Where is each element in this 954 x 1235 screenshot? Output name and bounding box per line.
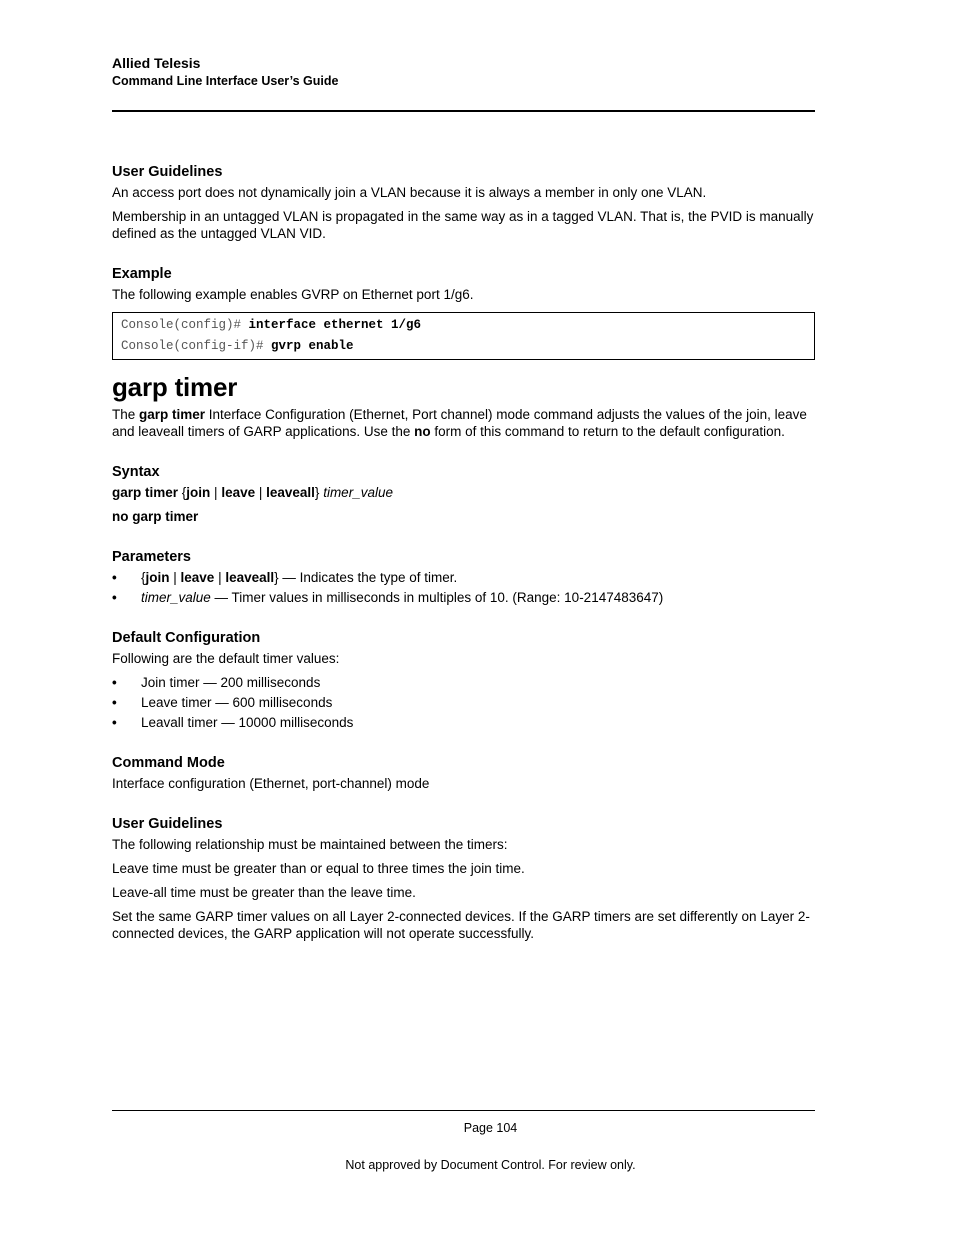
example-heading: Example <box>112 266 172 282</box>
prev-guidelines-paragraph: Membership in an untagged VLAN is propagated in the same way as in a tagged VLAN. That is, the PVID is manually defined as the untagged VLAN VID. <box>112 209 814 241</box>
code-command: interface ethernet 1/g6 <box>248 318 422 332</box>
user-guidelines-heading: User Guidelines <box>112 816 223 832</box>
code-prompt: Console(config)# <box>121 318 249 332</box>
default-config-intro: Following are the default timer values: <box>112 651 340 666</box>
list-item: • {join | leave | leaveall} — Indicates the type of timer. <box>112 570 458 585</box>
command-description: The garp timer Interface Configuration (Ethernet, Port channel) mode command adjusts the values of the join, leave and leaveall timers of GARP applications. Use the no form of this command to return to the default configuration. <box>112 407 807 439</box>
command-mode-heading: Command Mode <box>112 755 225 771</box>
code-block <box>112 312 815 360</box>
code-prompt: Console(config-if)# <box>121 339 272 353</box>
syntax-heading: Syntax <box>112 464 160 480</box>
bullet-icon: • <box>112 570 117 585</box>
bullet-icon: • <box>112 695 117 710</box>
list-item: • Leavall timer — 10000 milliseconds <box>112 715 354 730</box>
bullet-icon: • <box>112 590 117 605</box>
header-rule <box>112 110 815 112</box>
header-company: Allied Telesis <box>112 55 201 71</box>
parameters-heading: Parameters <box>112 549 191 565</box>
list-item: • Leave timer — 600 milliseconds <box>112 695 333 710</box>
list-item: • Join timer — 200 milliseconds <box>112 675 321 690</box>
footer-rule <box>112 1110 815 1111</box>
default-config-heading: Default Configuration <box>112 630 261 646</box>
code-line <box>121 336 806 357</box>
document-page <box>112 0 815 1235</box>
list-item: • timer_value — Timer values in milliseconds in multiples of 10. (Range: 10-2147483647) <box>112 590 664 605</box>
command-mode-text: Interface configuration (Ethernet, port-channel) mode <box>112 776 430 791</box>
user-guidelines-paragraph: Set the same GARP timer values on all Layer 2-connected devices. If the GARP timers are set differently on Layer 2-connected devices, the GARP application will not operate successfully. <box>112 909 810 941</box>
code-command: gvrp enable <box>271 339 354 353</box>
page-content <box>112 163 815 949</box>
page-number: Page 104 <box>463 1121 518 1135</box>
bullet-icon: • <box>112 675 117 690</box>
prev-guidelines-heading: User Guidelines <box>112 164 223 180</box>
user-guidelines-paragraph: The following relationship must be maintained between the timers: <box>112 837 508 852</box>
parameters-list <box>112 569 815 606</box>
example-text: The following example enables GVRP on Ethernet port 1/g6. <box>112 287 474 302</box>
user-guidelines-paragraph: Leave-all time must be greater than the leave time. <box>112 885 416 900</box>
command-title: garp timer <box>112 372 238 402</box>
header-guide-title: Command Line Interface User’s Guide <box>112 74 339 88</box>
default-config-list <box>112 674 815 731</box>
code-line <box>121 315 806 336</box>
review-notice: Not approved by Document Control. For review only. <box>345 1158 636 1172</box>
syntax-line: garp timer {join | leave | leaveall} timer_value <box>112 485 393 500</box>
bullet-icon: • <box>112 715 117 730</box>
syntax-no-line: no garp timer <box>112 509 199 524</box>
user-guidelines-paragraph: Leave time must be greater than or equal to three times the join time. <box>112 861 525 876</box>
prev-guidelines-paragraph: An access port does not dynamically join a VLAN because it is always a member in only one VLAN. <box>112 185 707 200</box>
